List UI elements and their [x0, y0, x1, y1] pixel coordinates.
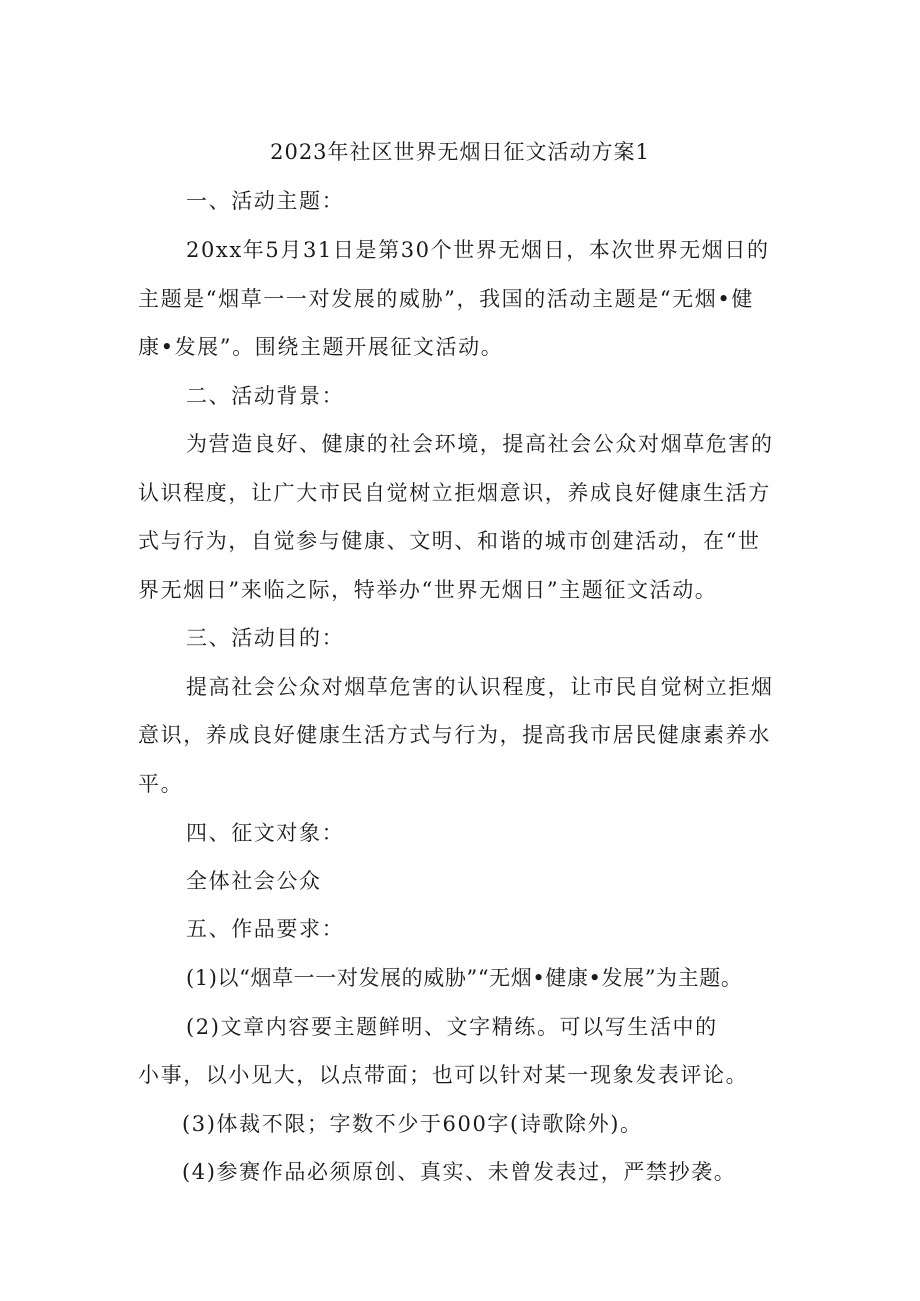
section-5-heading: 五、作品要求：	[186, 917, 345, 941]
section-2-paragraph-line: 认识程度，让广大市民自觉树立拒烟意识，养成良好健康生活方	[138, 481, 771, 505]
requirement-item-continuation: 小事，以小见大，以点带面；也可以针对某一现象发表评论。	[138, 1063, 749, 1087]
section-4-heading: 四、征文对象：	[186, 821, 345, 845]
section-1-paragraph-line: 康•发展”。围绕主题开展征文活动。	[138, 335, 504, 359]
section-1-heading: 一、活动主题：	[186, 189, 345, 213]
section-3-paragraph-line: 平。	[138, 772, 184, 796]
section-2-paragraph-line: 式与行为，自觉参与健康、文明、和谐的城市创建活动，在“世	[138, 529, 761, 553]
document-title: 2023年社区世界无烟日征文活动方案1	[270, 140, 650, 164]
section-3-heading: 三、活动目的：	[186, 626, 345, 650]
section-1-paragraph-line: 主题是“烟草一一对发展的威胁”，我国的活动主题是“无烟•健	[138, 287, 754, 311]
section-4-paragraph-line: 全体社会公众	[186, 869, 322, 893]
section-3-paragraph-line: 意识，养成良好健康生活方式与行为，提高我市居民健康素养水	[138, 723, 771, 747]
requirement-item: (2)文章内容要主题鲜明、文字精练。可以写生活中的	[186, 1015, 718, 1039]
section-2-heading: 二、活动背景：	[186, 384, 345, 408]
section-2-paragraph-line: 界无烟日”来临之际，特举办“世界无烟日”主题征文活动。	[138, 578, 718, 602]
requirement-item: (1)以“烟草一一对发展的威胁”“无烟•健康•发展”为主题。	[186, 966, 743, 990]
requirement-item: (4)参赛作品必须原创、真实、未曾发表过，严禁抄袭。	[182, 1160, 737, 1184]
requirement-item: (3)体裁不限；字数不少于600字(诗歌除外)。	[182, 1112, 643, 1136]
section-1-paragraph-line: 20xx年5月31日是第30个世界无烟日，本次世界无烟日的	[186, 238, 770, 262]
section-3-paragraph-line: 提高社会公众对烟草危害的认识程度，让市民自觉树立拒烟	[186, 675, 774, 699]
section-2-paragraph-line: 为营造良好、健康的社会环境，提高社会公众对烟草危害的	[186, 432, 774, 456]
